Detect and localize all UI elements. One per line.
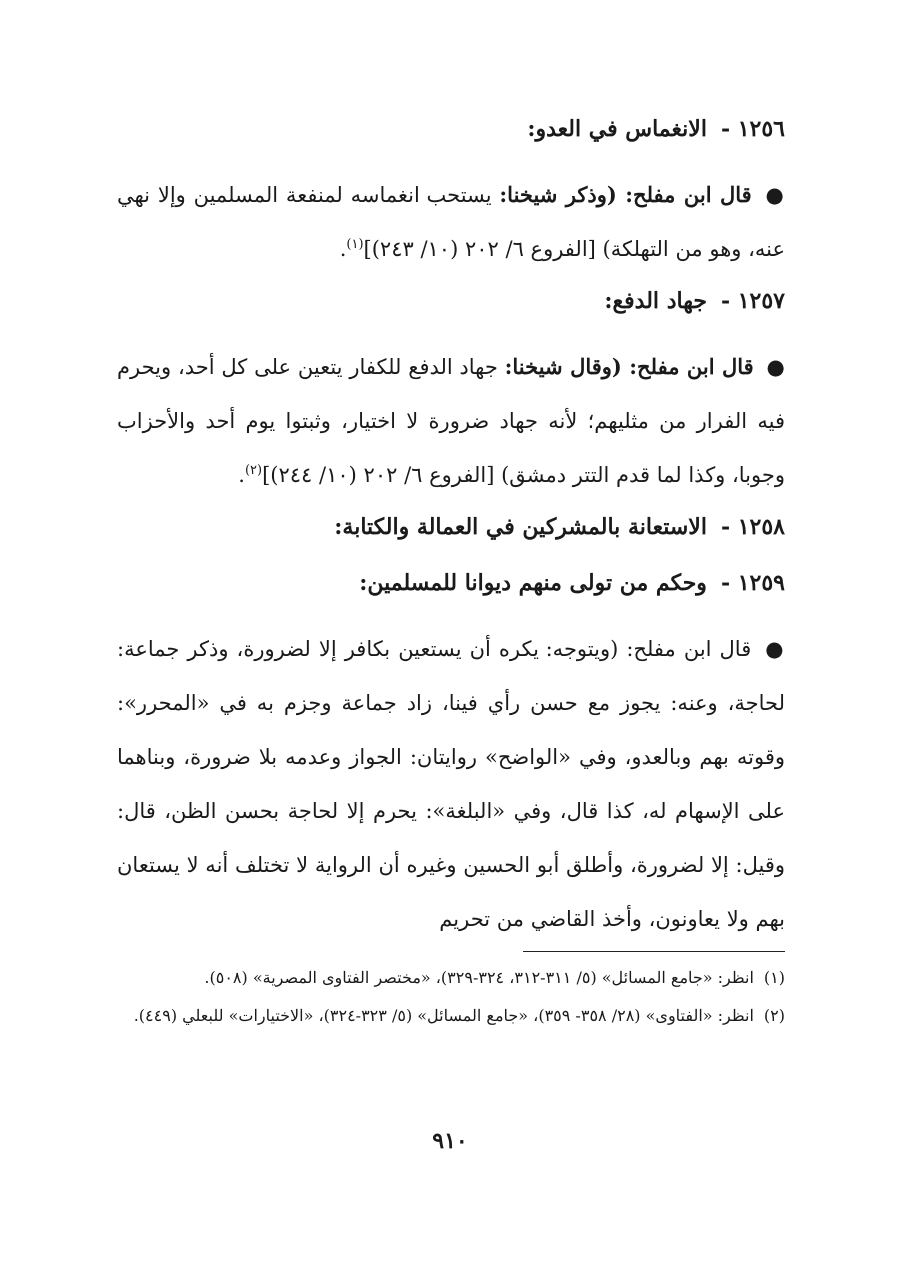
footnotes — [117, 962, 785, 1038]
paragraph-text: يستحب انغماسه لمنفعة المسلمين وإلا نهي عنه، وهو من التهلكة) [الفروع ٦/ ٢٠٢ (١٠/ ٢٤٣)] — [117, 183, 785, 261]
footnote-number: (٢) — [763, 1006, 785, 1025]
bullet-icon: ● — [766, 355, 785, 379]
footnote-1 — [117, 962, 785, 994]
paragraph-1257 — [117, 340, 785, 502]
paragraph-text: جهاد الدفع للكفار يتعين على كل أحد، ويحرم فيه الفرار من مثليهم؛ لأنه جهاد ضرورة لا اختيار، وثبتوا يوم أحد والأحزاب وجوبا، وكذا لما قدم التتر دمشق) [الفروع ٦/ ٢٠٢ (١٠/ ٢٤٤)] — [117, 355, 785, 487]
section-heading-1256 — [117, 112, 785, 146]
paragraph-lead: قال ابن مفلح: — [626, 637, 752, 661]
footnote-text: انظر: «الفتاوى» (٢٨/ ٣٥٨- ٣٥٩)، «جامع المسائل» (٥/ ٣٢٣-٣٢٤)، «الاختيارات» للبعلي (٤٤٩). — [133, 1006, 754, 1025]
section-title: الاستعانة بالمشركين في العمالة والكتابة: — [334, 514, 707, 540]
page-number: ٩١٠ — [432, 1128, 468, 1154]
footnote-ref[interactable]: (١) — [346, 237, 364, 252]
section-number: ١٢٥٧ - — [720, 288, 785, 314]
footnote-divider — [523, 951, 785, 952]
footnote-ref[interactable]: (٢) — [244, 463, 263, 478]
paragraph-end: . — [238, 463, 245, 487]
paragraph-1259 — [117, 622, 785, 946]
paragraph-1256 — [117, 168, 785, 276]
bullet-icon: ● — [765, 183, 785, 207]
section-number: ١٢٥٦ - — [720, 116, 785, 142]
footnote-2 — [117, 1000, 785, 1032]
bullet-icon: ● — [765, 637, 785, 661]
section-heading-1259 — [117, 566, 785, 600]
section-number: ١٢٥٨ - — [720, 514, 785, 540]
paragraph-lead: قال ابن مفلح: (وقال شيخنا: — [504, 354, 754, 379]
footnote-text: انظر: «جامع المسائل» (٥/ ٣١١-٣١٢، ٣٢٤-٣٢٩)، «مختصر الفتاوى المصرية» (٥٠٨). — [204, 968, 754, 987]
section-title: وحكم من تولى منهم ديوانا للمسلمين: — [359, 570, 707, 596]
paragraph-lead: قال ابن مفلح: (وذكر شيخنا: — [499, 182, 752, 207]
section-title: جهاد الدفع: — [604, 288, 707, 314]
section-heading-1258 — [117, 510, 785, 544]
footnote-number: (١) — [763, 968, 785, 987]
section-number: ١٢٥٩ - — [720, 570, 785, 596]
section-heading-1257 — [117, 284, 785, 318]
paragraph-text: (ويتوجه: يكره أن يستعين بكافر إلا لضرورة، وذكر جماعة: لحاجة، وعنه: يجوز مع حسن رأي فينا، زاد جماعة وجزم به في «المحرر»: وقوته بهم وبالعدو، وفي «الواضح» روايتان: الجواز وعدمه بلا ضرورة، وبناهما على الإسهام له، كذا قال، وفي «البلغة»: يحرم إلا لحاجة بحسن الظن، قال: وقيل: إلا لضرورة، وأطلق أبو الحسين وغيره أن الرواية لا تختلف أنه لا يستعان بهم ولا يعاونون، وأخذ القاضي من تحريم — [117, 637, 785, 931]
paragraph-end: . — [339, 237, 347, 261]
main-text — [117, 112, 785, 946]
section-title: الانغماس في العدو: — [527, 116, 707, 142]
